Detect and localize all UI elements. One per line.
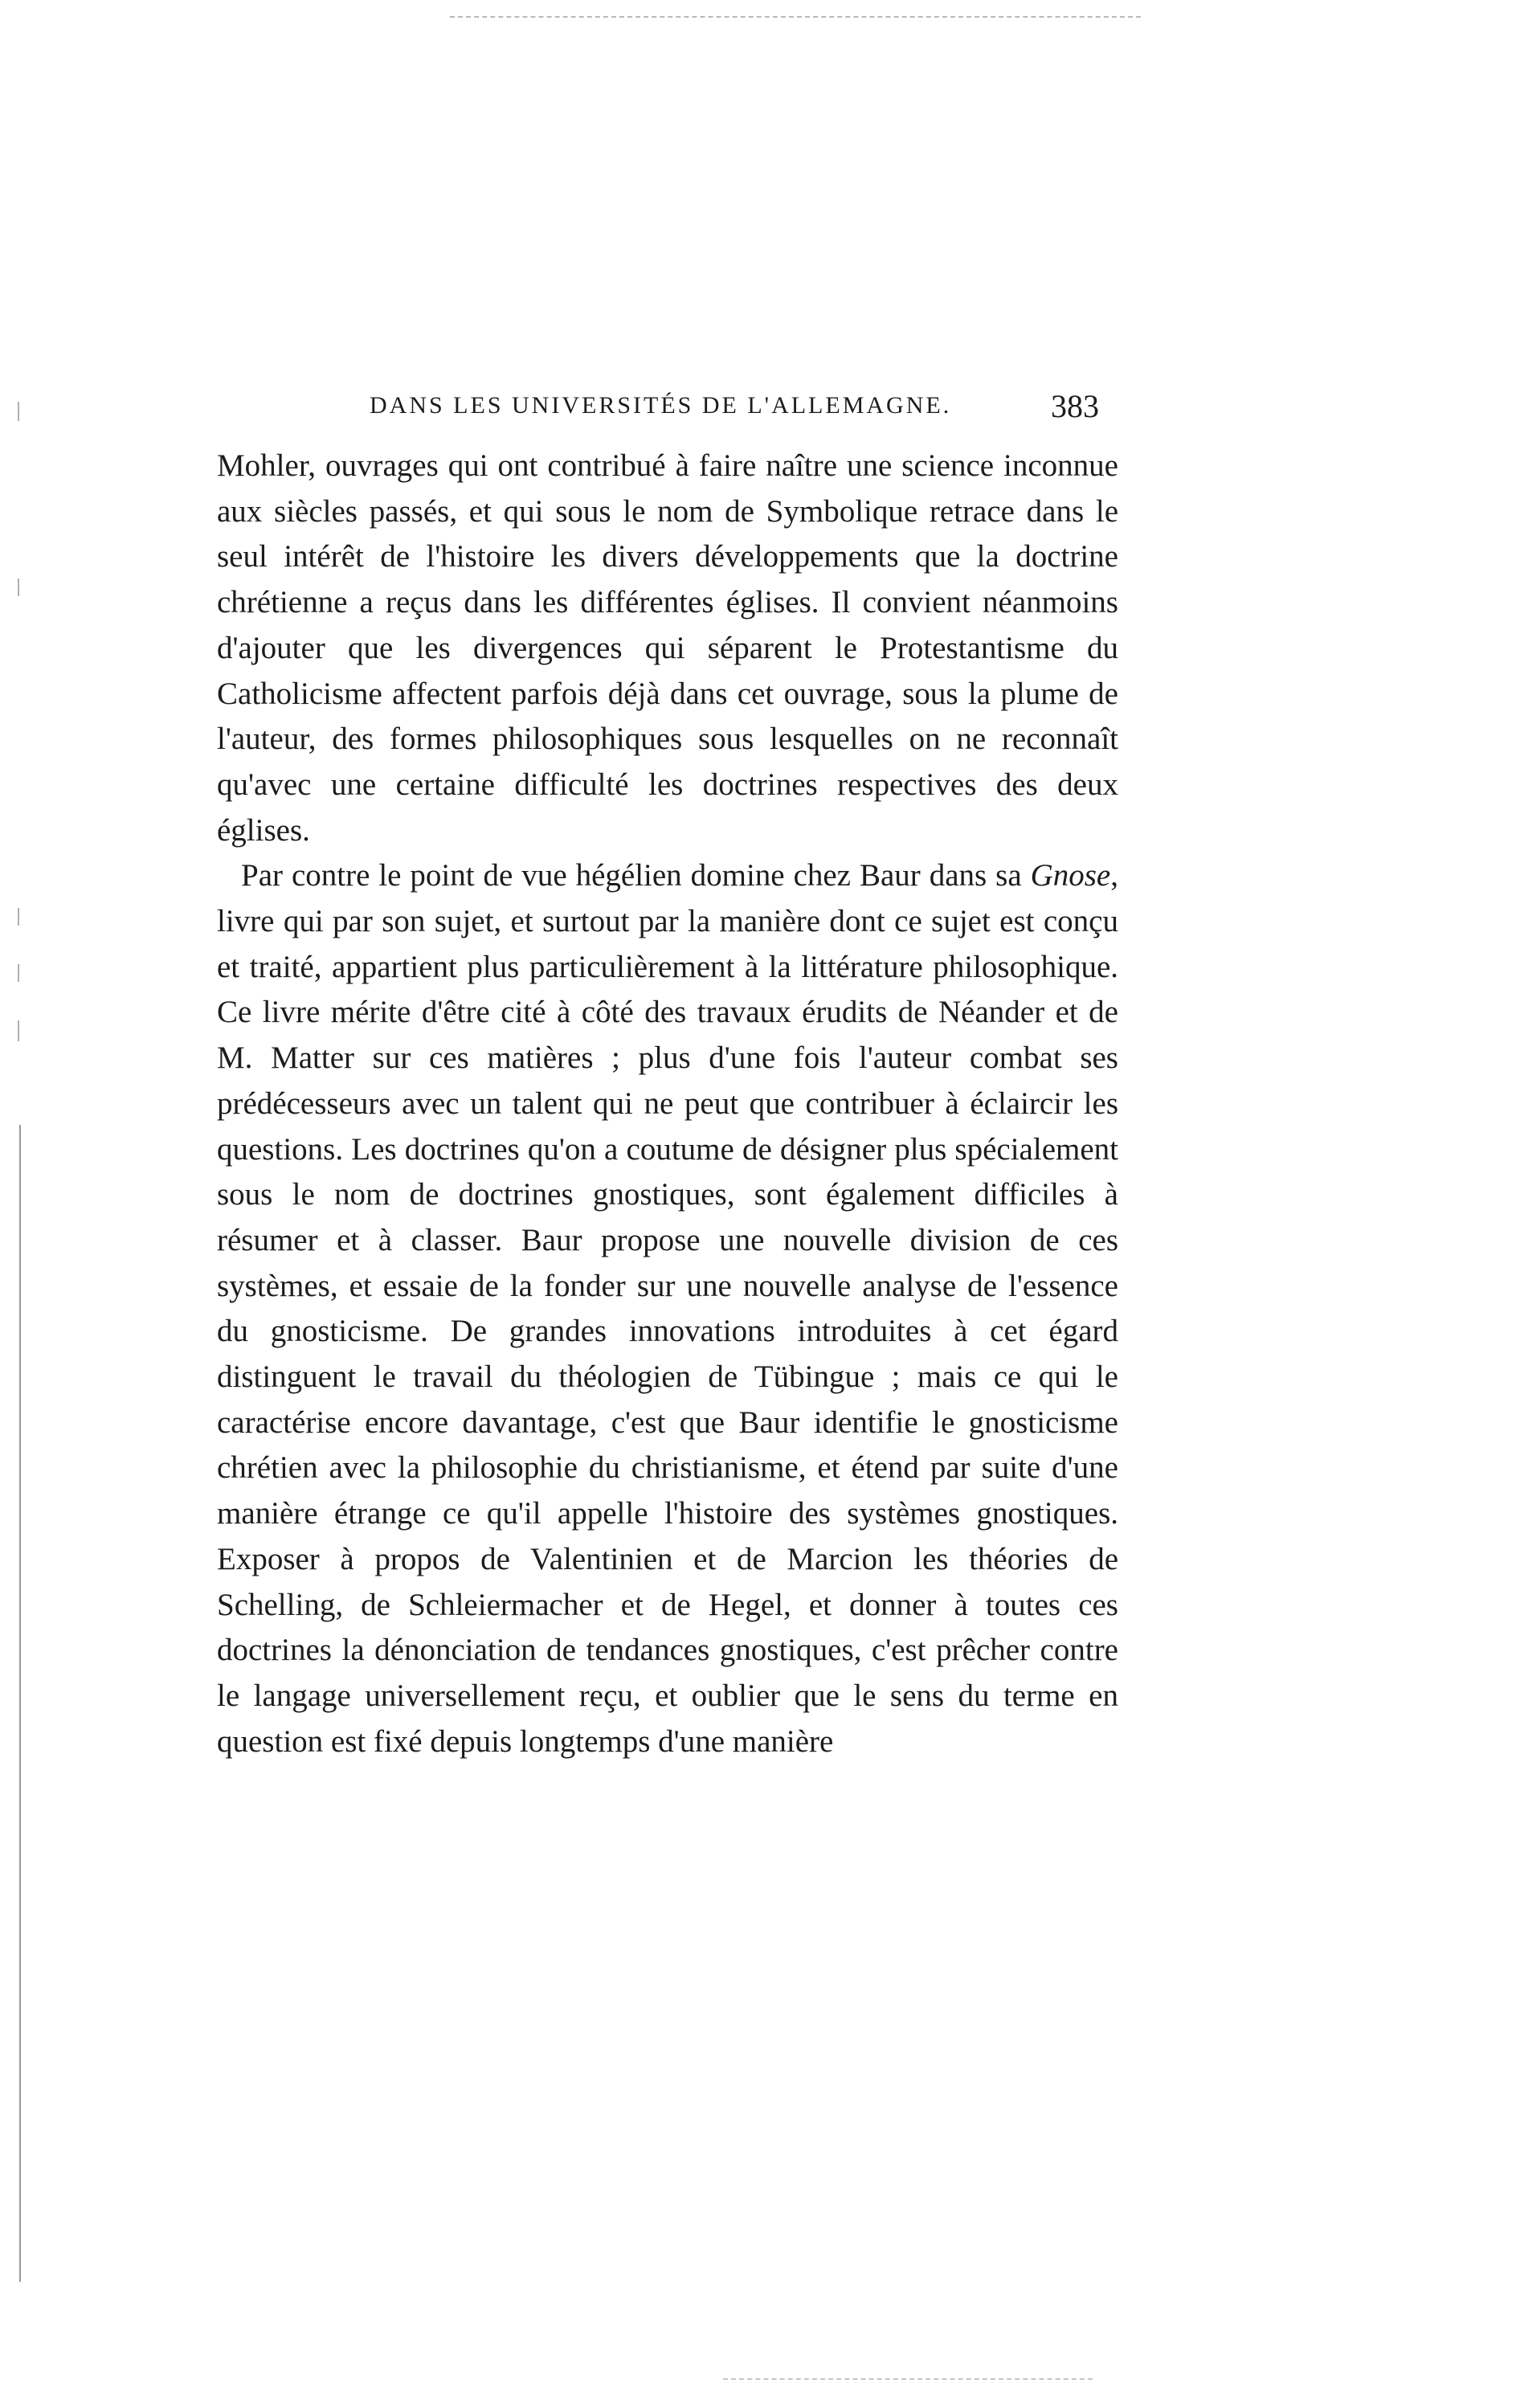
paragraph-text: , livre qui par son sujet, et surtout par la manière dont ce sujet est conçu et traité, appartient plus particulièrement à la littérature philosophique. Ce livre mérite d'être cité à côté des travaux érudits de Néander et de M. Matter sur ces matières ; plus d'une fois l'auteur combat ses prédécesseurs avec un talent qui ne peut que contribuer à éclaircir les questions. Les doctrines qu'on a coutume de désigner plus spécialement sous le nom de doctrines gnostiques, sont également difficiles à résumer et à classer. Baur propose une nouvelle division de ces systèmes, et essaie de la fonder sur une nouvelle analyse de l'essence du gnosticisme. De grandes innovations introduites à cet égard distinguent le travail du théologien de Tübingue ; mais ce qui le caractérise encore davantage, c'est que Baur identifie le gnosticisme chrétien avec la philosophie du christianisme, et étend par suite d'une manière étrange ce qu'il appelle l'histoire des systèmes gnostiques. Exposer à propos de Valentinien et de Marcion les théories de Schelling, de Schleiermacher et de Hegel, et donner à toutes ces doctrines la dénonciation de tendances gnostiques, c'est prêcher contre le langage universellement reçu, et oublier que le sens du terme en question est fixé depuis longtemps d'une manière [217, 858, 1118, 1759]
left-edge-mark [18, 908, 19, 926]
bottom-scan-rule [723, 2378, 1093, 2380]
book-title-gnose: Gnose [1030, 858, 1111, 893]
page-number: 383 [1051, 388, 1099, 424]
top-scan-rule [450, 16, 1141, 18]
left-edge-mark [18, 1020, 19, 1041]
left-edge-mark [18, 578, 19, 596]
page-header [217, 387, 1118, 444]
paragraph: Mohler, ouvrages qui ont contribué à faire naître une science inconnue aux siècles passés, et qui sous le nom de Symbolique retrace dans le seul intérêt de l'histoire les divers développements que la doctrine chrétienne a reçus dans les différentes églises. Il convient néanmoins d'ajouter que les divergences qui séparent le Protestantisme du Catholicisme affectent parfois déjà dans cet ouvrage, sous la plume de l'auteur, des formes philosophiques sous lesquelles on ne reconnaît qu'avec une certaine difficulté les doctrines respectives des deux églises. [217, 448, 1118, 848]
left-edge-mark [18, 402, 19, 421]
body-text [217, 444, 1118, 1764]
paragraph [217, 853, 1118, 1764]
book-page [217, 387, 1118, 1764]
left-edge-mark [18, 964, 19, 982]
running-head: DANS LES UNIVERSITÉS DE L'ALLEMAGNE. [370, 392, 952, 419]
paragraph-text: Par contre le point de vue hégélien domine chez Baur dans sa [241, 858, 1031, 893]
left-binding-line [19, 1125, 21, 2282]
